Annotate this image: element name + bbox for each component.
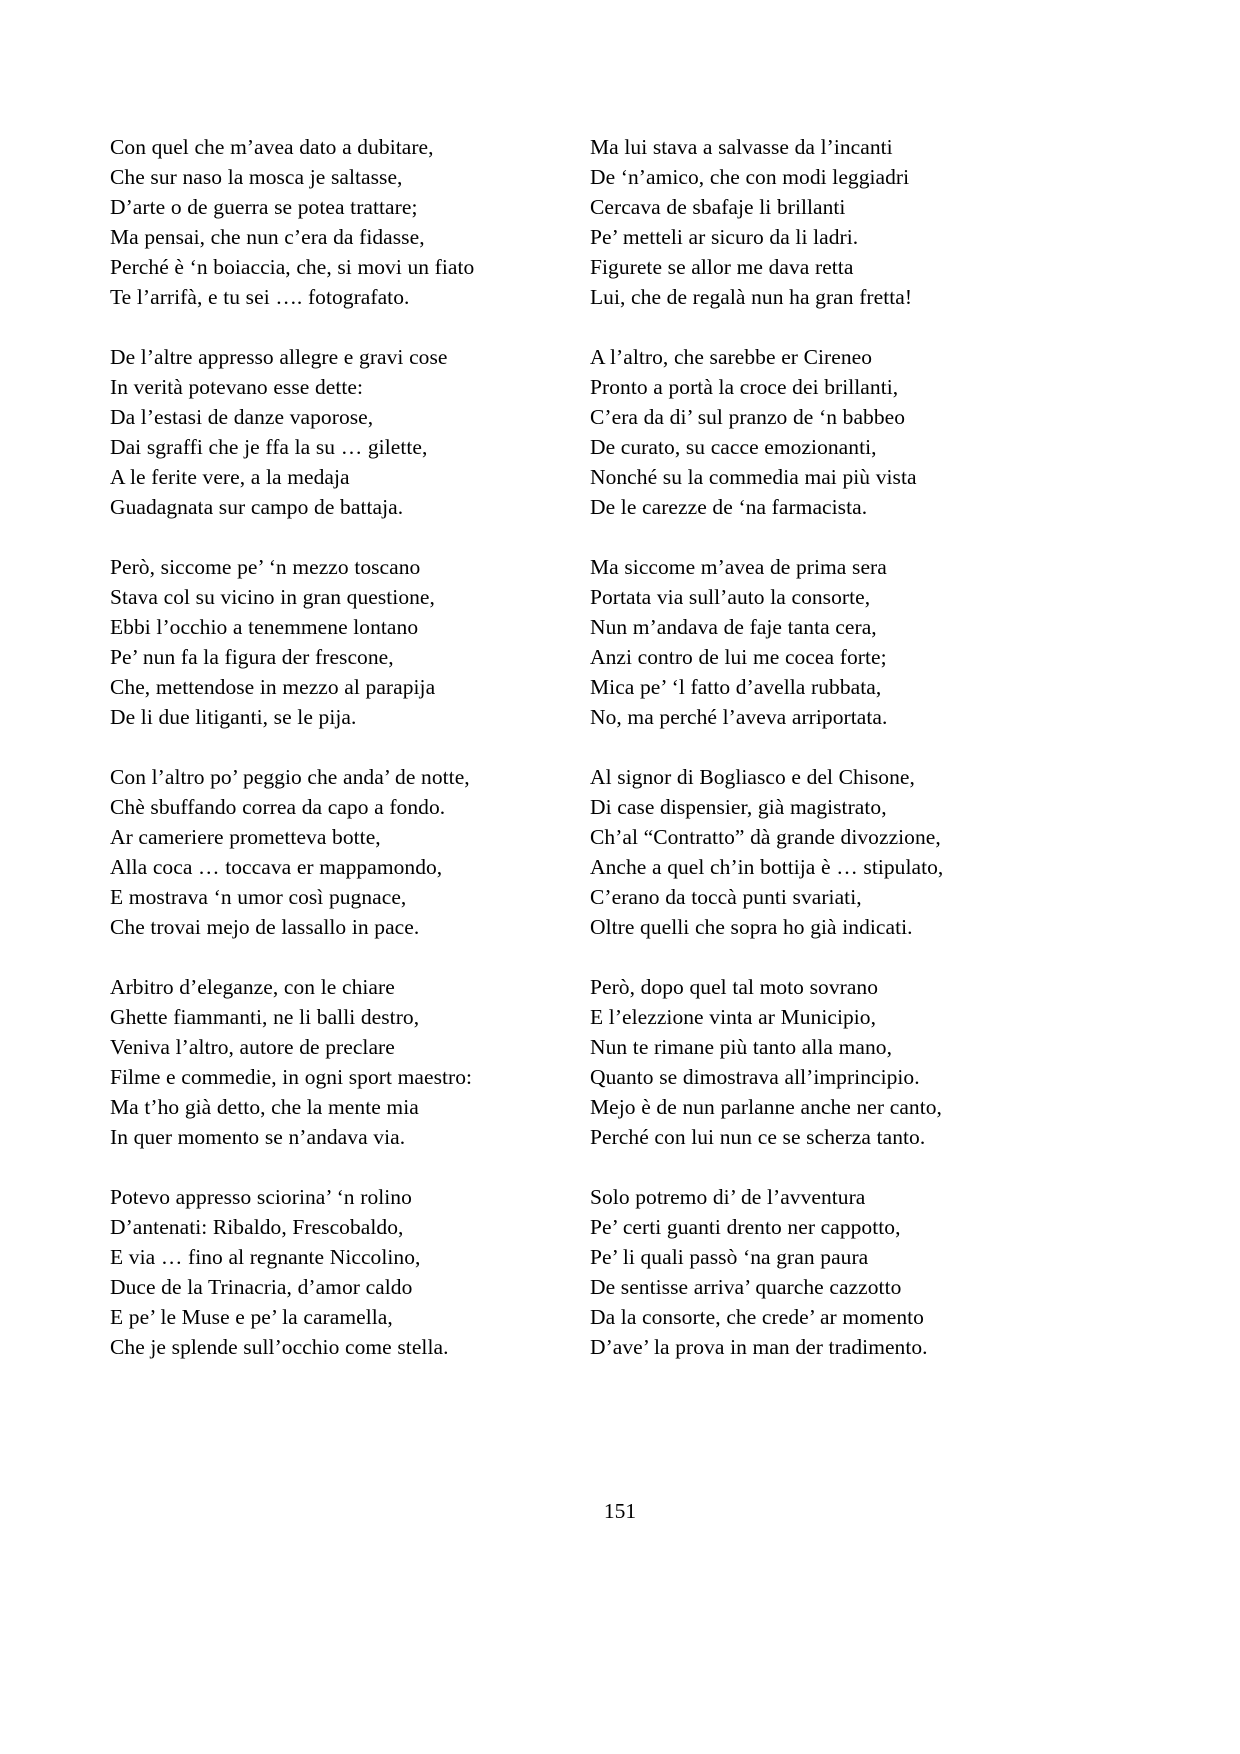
verse-line: A le ferite vere, a la medaja bbox=[110, 465, 350, 489]
verse-line: Da la consorte, che crede’ ar momento bbox=[590, 1305, 924, 1329]
stanza bbox=[590, 972, 1002, 1152]
page-number: 151 bbox=[603, 1499, 637, 1523]
verse-line: Ebbi l’occhio a tenemmene lontano bbox=[110, 615, 419, 639]
verse-line: Filme e commedie, in ogni sport maestro: bbox=[110, 1065, 473, 1089]
verse-line: Chè sbuffando correa da capo a fondo. bbox=[110, 795, 446, 819]
verse-line: Perché con lui nun ce se scherza tanto. bbox=[590, 1125, 926, 1149]
verse-line: D’antenati: Ribaldo, Frescobaldo, bbox=[110, 1215, 404, 1239]
verse-line: Mica pe’ ‘l fatto d’avella rubbata, bbox=[590, 675, 882, 699]
verse-line: Potevo appresso sciorina’ ‘n rolino bbox=[110, 1185, 412, 1209]
verse-line: Oltre quelli che sopra ho già indicati. bbox=[590, 915, 913, 939]
verse-line: Che sur naso la mosca je saltasse, bbox=[110, 165, 403, 189]
verse-line: Nun m’andava de faje tanta cera, bbox=[590, 615, 877, 639]
verse-line: Mejo è de nun parlanne anche ner canto, bbox=[590, 1095, 942, 1119]
verse-line: Pe’ metteli ar sicuro da li ladri. bbox=[590, 225, 859, 249]
verse-line: Però, dopo quel tal moto sovrano bbox=[590, 975, 879, 999]
verse-line: Pe’ certi guanti drento ner cappotto, bbox=[590, 1215, 901, 1239]
verse-line: Anche a quel ch’in bottija è … stipulato, bbox=[590, 855, 944, 879]
verse-line: Guadagnata sur campo de battaja. bbox=[110, 495, 404, 519]
verse-line: Di case dispensier, già magistrato, bbox=[590, 795, 887, 819]
verse-line: Ch’al “Contratto” dà grande divozzione, bbox=[590, 825, 941, 849]
verse-line: Ma t’ho già detto, che la mente mia bbox=[110, 1095, 419, 1119]
verse-line: Ma lui stava a salvasse da l’incanti bbox=[590, 135, 893, 159]
verse-line: A l’altro, che sarebbe er Cireneo bbox=[590, 345, 873, 369]
verse-line: Ma pensai, che nun c’era da fidasse, bbox=[110, 225, 425, 249]
verse-line: Da l’estasi de danze vaporose, bbox=[110, 405, 374, 429]
verse-line: Perché è ‘n boiaccia, che, si movi un fiato bbox=[110, 255, 475, 279]
verse-line: Alla coca … toccava er mappamondo, bbox=[110, 855, 443, 879]
poem-column-left bbox=[110, 132, 522, 1362]
verse-line: De l’altre appresso allegre e gravi cose bbox=[110, 345, 448, 369]
verse-line: E via … fino al regnante Niccolino, bbox=[110, 1245, 421, 1269]
verse-line: No, ma perché l’aveva arriportata. bbox=[590, 705, 888, 729]
stanza bbox=[110, 552, 522, 732]
verse-line: Pe’ li quali passò ‘na gran paura bbox=[590, 1245, 869, 1269]
verse-line: C’era da di’ sul pranzo de ‘n babbeo bbox=[590, 405, 906, 429]
stanza bbox=[110, 132, 522, 312]
poem-column-right bbox=[590, 132, 1002, 1362]
verse-line: Cercava de sbafaje li brillanti bbox=[590, 195, 846, 219]
verse-line: Con quel che m’avea dato a dubitare, bbox=[110, 135, 434, 159]
verse-line: In quer momento se n’andava via. bbox=[110, 1125, 406, 1149]
verse-line: Te l’arrifà, e tu sei …. fotografato. bbox=[110, 285, 410, 309]
verse-line: Nonché su la commedia mai più vista bbox=[590, 465, 917, 489]
stanza bbox=[590, 762, 1002, 942]
verse-line: Duce de la Trinacria, d’amor caldo bbox=[110, 1275, 413, 1299]
verse-line: Portata via sull’auto la consorte, bbox=[590, 585, 871, 609]
verse-line: D’arte o de guerra se potea trattare; bbox=[110, 195, 418, 219]
verse-line: C’erano da toccà punti svariati, bbox=[590, 885, 862, 909]
verse-line: E mostrava ‘n umor così pugnace, bbox=[110, 885, 407, 909]
stanza bbox=[110, 342, 522, 522]
verse-line: Dai sgraffi che je ffa la su … gilette, bbox=[110, 435, 428, 459]
verse-line: Che trovai mejo de lassallo in pace. bbox=[110, 915, 420, 939]
verse-line: Figurete se allor me dava retta bbox=[590, 255, 854, 279]
verse-line: Arbitro d’eleganze, con le chiare bbox=[110, 975, 395, 999]
verse-line: De li due litiganti, se le pija. bbox=[110, 705, 357, 729]
verse-line: De ‘n’amico, che con modi leggiadri bbox=[590, 165, 910, 189]
two-column-body bbox=[110, 132, 1130, 1362]
stanza bbox=[590, 132, 1002, 312]
stanza bbox=[590, 1182, 1002, 1362]
verse-line: Che je splende sull’occhio come stella. bbox=[110, 1335, 449, 1359]
verse-line: Veniva l’altro, autore de preclare bbox=[110, 1035, 395, 1059]
verse-line: Solo potremo di’ de l’avventura bbox=[590, 1185, 866, 1209]
verse-line: Ar cameriere prometteva botte, bbox=[110, 825, 381, 849]
verse-line: E pe’ le Muse e pe’ la caramella, bbox=[110, 1305, 393, 1329]
verse-line: Però, siccome pe’ ‘n mezzo toscano bbox=[110, 555, 421, 579]
verse-line: Pronto a portà la croce dei brillanti, bbox=[590, 375, 899, 399]
verse-line: D’ave’ la prova in man der tradimento. bbox=[590, 1335, 928, 1359]
verse-line: Ghette fiammanti, ne li balli destro, bbox=[110, 1005, 420, 1029]
verse-line: Stava col su vicino in gran questione, bbox=[110, 585, 435, 609]
stanza bbox=[590, 552, 1002, 732]
verse-line: Che, mettendose in mezzo al parapija bbox=[110, 675, 436, 699]
verse-line: De sentisse arriva’ quarche cazzotto bbox=[590, 1275, 902, 1299]
verse-line: De curato, su cacce emozionanti, bbox=[590, 435, 877, 459]
verse-line: E l’elezzione vinta ar Municipio, bbox=[590, 1005, 877, 1029]
verse-line: In verità potevano esse dette: bbox=[110, 375, 364, 399]
stanza bbox=[110, 972, 522, 1152]
verse-line: Pe’ nun fa la figura der frescone, bbox=[110, 645, 394, 669]
stanza bbox=[110, 1182, 522, 1362]
verse-line: Lui, che de regalà nun ha gran fretta! bbox=[590, 285, 913, 309]
verse-line: Quanto se dimostrava all’imprincipio. bbox=[590, 1065, 920, 1089]
verse-line: Nun te rimane più tanto alla mano, bbox=[590, 1035, 893, 1059]
verse-line: Al signor di Bogliasco e del Chisone, bbox=[590, 765, 915, 789]
verse-line: Anzi contro de lui me cocea forte; bbox=[590, 645, 887, 669]
stanza bbox=[110, 762, 522, 942]
stanza bbox=[590, 342, 1002, 522]
verse-line: Con l’altro po’ peggio che anda’ de notte, bbox=[110, 765, 470, 789]
verse-line: Ma siccome m’avea de prima sera bbox=[590, 555, 887, 579]
verse-line: De le carezze de ‘na farmacista. bbox=[590, 495, 868, 519]
